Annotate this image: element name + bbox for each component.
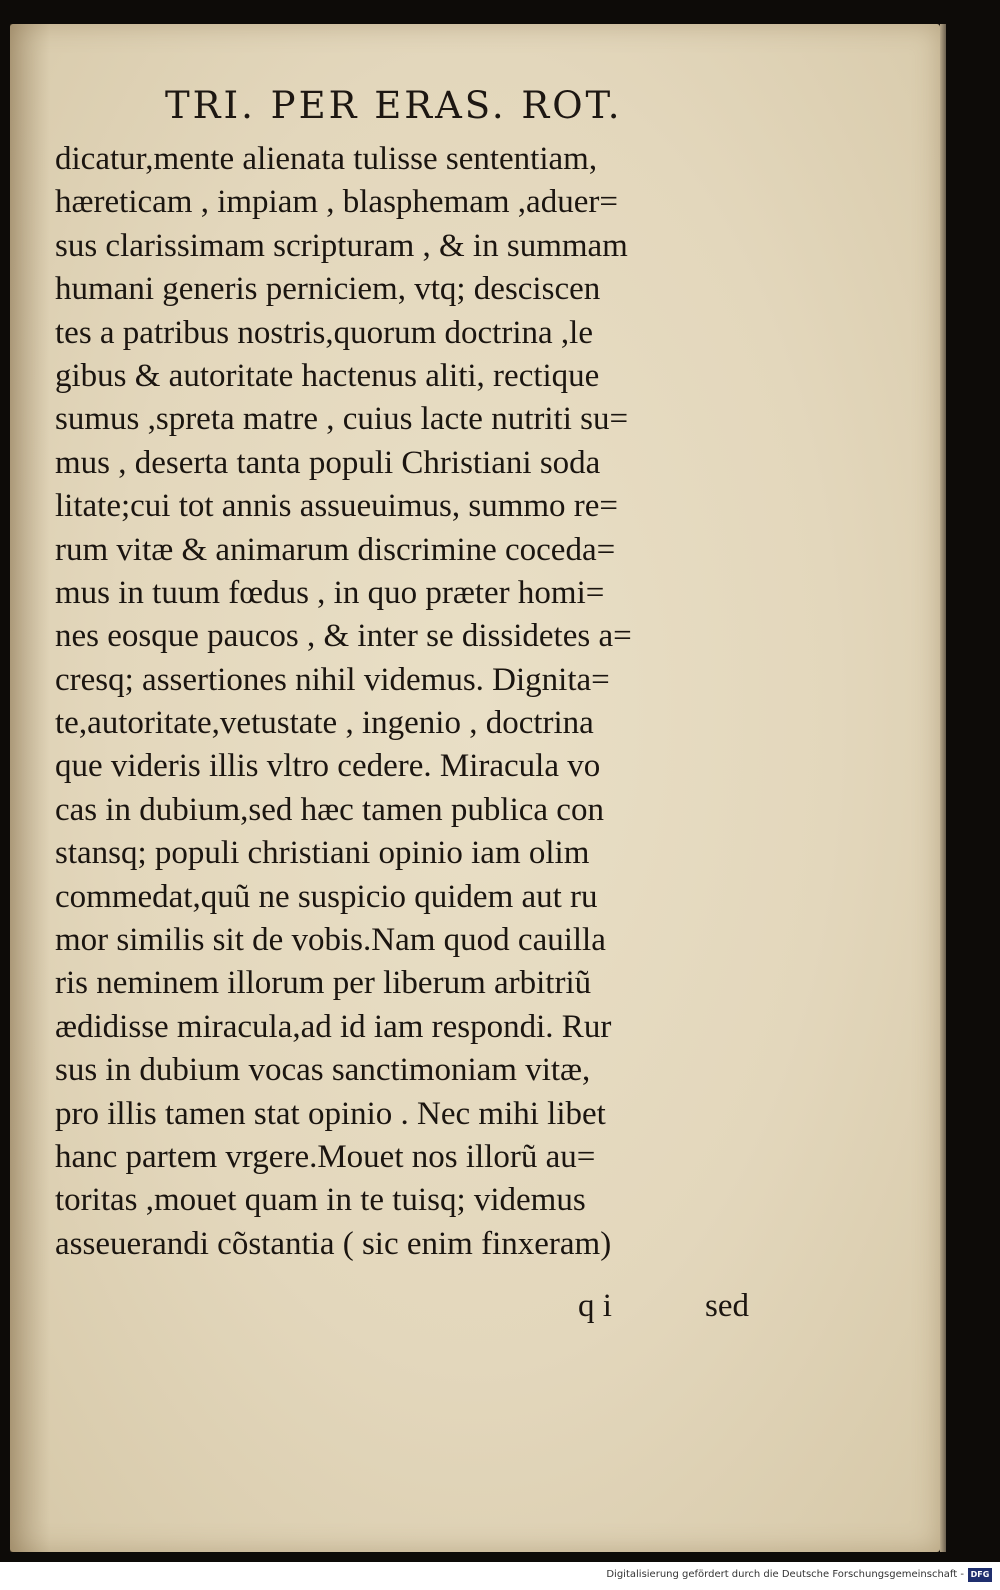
text-line: rum vitæ & animarum discrimine coceda= xyxy=(55,531,616,568)
text-line: dicatur,mente alienata tulisse sententiam, xyxy=(55,141,598,177)
page-edge xyxy=(940,24,946,1552)
text-line: commedat,quũ ne suspicio quidem aut ru xyxy=(55,878,598,915)
text-line: te,autoritate,vetustate , ingenio , doctrina xyxy=(55,705,594,742)
dfg-logo-icon: DFG xyxy=(968,1568,992,1582)
text-line: mor similis sit de vobis.Nam quod cauilla xyxy=(55,922,606,959)
text-line: mus in tuum fœdus , in quo præter homi= xyxy=(55,574,605,611)
page-gutter-shadow xyxy=(10,24,50,1552)
text-line: hæreticam , impiam , blasphemam ,aduer= xyxy=(55,184,618,221)
text-line: sus clarissimam scripturam , & in summam xyxy=(55,227,628,264)
text-line: humani generis perniciem, vtq; desciscen xyxy=(55,271,601,308)
catchword: sed xyxy=(705,1288,749,1324)
text-line: ris neminem illorum per liberum arbitriũ xyxy=(55,965,592,1002)
footer-credit: Digitalisierung gefördert durch die Deutsche Forschungsgemeinschaft - xyxy=(606,1569,964,1580)
text-line: tes a patribus nostris,quorum doctrina ,le xyxy=(55,314,593,351)
text-line: ædidisse miracula,ad id iam respondi. Rur xyxy=(55,1008,612,1045)
text-line: asseuerandi cõstantia ( sic enim finxeram) xyxy=(55,1225,612,1262)
text-line: nes eosque paucos , & inter se dissidetes a= xyxy=(55,618,632,655)
text-line: sus in dubium vocas sanctimoniam vitæ, xyxy=(55,1052,591,1089)
text-line: que videris illis vltro cedere. Miracula vo xyxy=(55,748,601,785)
text-line: litate;cui tot annis assueuimus, summo re= xyxy=(55,488,619,525)
text-line: cresq; assertiones nihil videmus. Dignita= xyxy=(55,661,610,698)
body-text xyxy=(55,138,770,1266)
footer-bar xyxy=(0,1562,1000,1590)
running-head: TRI. PER ERAS. ROT. xyxy=(165,84,623,127)
text-line: cas in dubium,sed hæc tamen publica con xyxy=(55,791,604,828)
text-line: mus , deserta tanta populi Christiani soda xyxy=(55,444,601,481)
signature-mark: q i xyxy=(578,1288,612,1324)
text-line: gibus & autoritate hactenus aliti, rectique xyxy=(55,357,600,394)
text-line: sumus ,spreta matre , cuius lacte nutriti su= xyxy=(55,401,629,438)
text-line: stansq; populi christiani opinio iam olim xyxy=(55,835,590,872)
text-line: pro illis tamen stat opinio . Nec mihi libet xyxy=(55,1095,606,1132)
text-line: toritas ,mouet quam in te tuisq; videmus xyxy=(55,1182,586,1219)
text-line: hanc partem vrgere.Mouet nos illorũ au= xyxy=(55,1138,596,1175)
